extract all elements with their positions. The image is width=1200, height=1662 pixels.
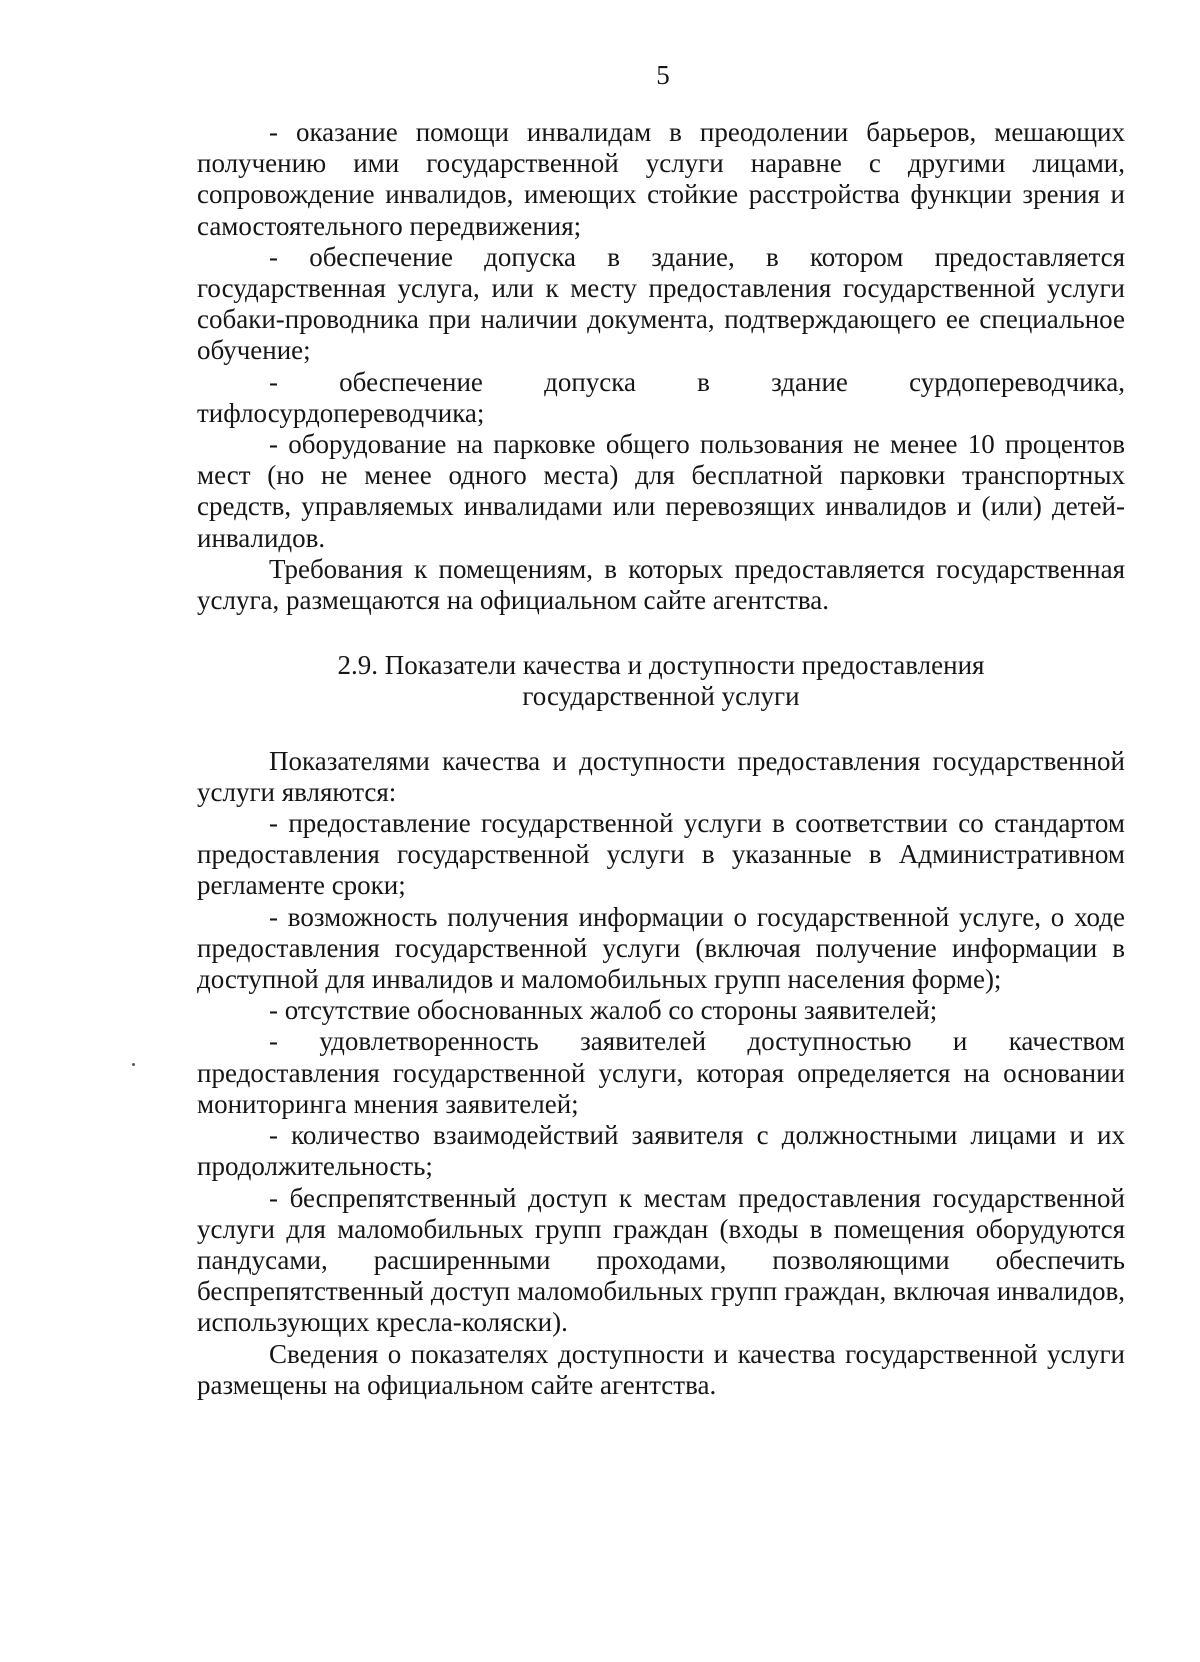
paragraph-parking-spaces: - оборудование на парковке общего пользования не менее 10 процентов мест (но не менее одного места) для бесплатной парковки транспортных средств, управляемых инвалидами или перевозящих инвалидов и (или) детей-инвалидов.: [197, 429, 1125, 553]
section-accessibility-measures: [197, 117, 1125, 616]
section-heading-line-2: государственной услуги: [522, 681, 800, 712]
paragraph-satisfaction: - удовлетворенность заявителей доступностью и качеством предоставления государственной услуги, которая определяется на основании мониторинга мнения заявителей;: [197, 1026, 1125, 1119]
paragraph-indicators-published: Сведения о показателях доступности и качества государственной услуги размещены на официальном сайте агентства.: [197, 1338, 1125, 1400]
document-body: [197, 117, 1125, 1401]
paragraph-barrier-free-access: - беспрепятственный доступ к местам предоставления государственной услуги для маломобильных групп граждан (входы в помещения оборудуются пандусами, расширенными проходами, позволяющими обеспечить беспрепятственный доступ маломобильных групп граждан, включая инвалидов, использующих кресла-коляски).: [197, 1182, 1125, 1338]
paragraph-interactions-count: - количество взаимодействий заявителя с должностными лицами и их продолжительность;: [197, 1120, 1125, 1182]
paragraph-information-availability: - возможность получения информации о государственной услуге, о ходе предоставления государственной услуги (включая получение информации в доступной для инвалидов и маломобильных групп населения форме);: [197, 901, 1125, 995]
paragraph-interpreter-access: - обеспечение допуска в здание сурдопереводчика, тифлосурдопереводчика;: [197, 366, 1125, 428]
paragraph-guide-dog-access: - обеспечение допуска в здание, в котором предоставляется государственная услуга, или к месту предоставления государственной услуги собаки-проводника при наличии документа, подтверждающего ее специальное обучение;: [197, 241, 1125, 366]
paragraph-assistance-barriers: - оказание помощи инвалидам в преодолении барьеров, мешающих получению ими государственной услуги наравне с другими лицами, сопровождение инвалидов, имеющих стойкие расстройства функции зрения и самостоятельного передвижения;: [197, 117, 1125, 241]
section-heading: [197, 650, 1125, 712]
paragraph-premises-requirements: Требования к помещениям, в которых предоставляется государственная услуга, размещаются на официальном сайте агентства.: [197, 553, 1125, 616]
page-number: 5: [656, 60, 670, 90]
scan-artifact-dot: [132, 1063, 135, 1066]
section-quality-indicators: [197, 746, 1125, 1401]
paragraph-standard-compliance: - предоставление государственной услуги в соответствии со стандартом предоставления государственной услуги в указанные в Административном регламенте сроки;: [197, 808, 1125, 901]
paragraph-no-complaints: - отсутствие обоснованных жалоб со стороны заявителей;: [269, 995, 938, 1026]
section-heading-line-1: 2.9. Показатели качества и доступности предоставления: [337, 650, 985, 681]
paragraph-indicators-intro: Показателями качества и доступности предоставления государственной услуги являются:: [197, 745, 1125, 807]
